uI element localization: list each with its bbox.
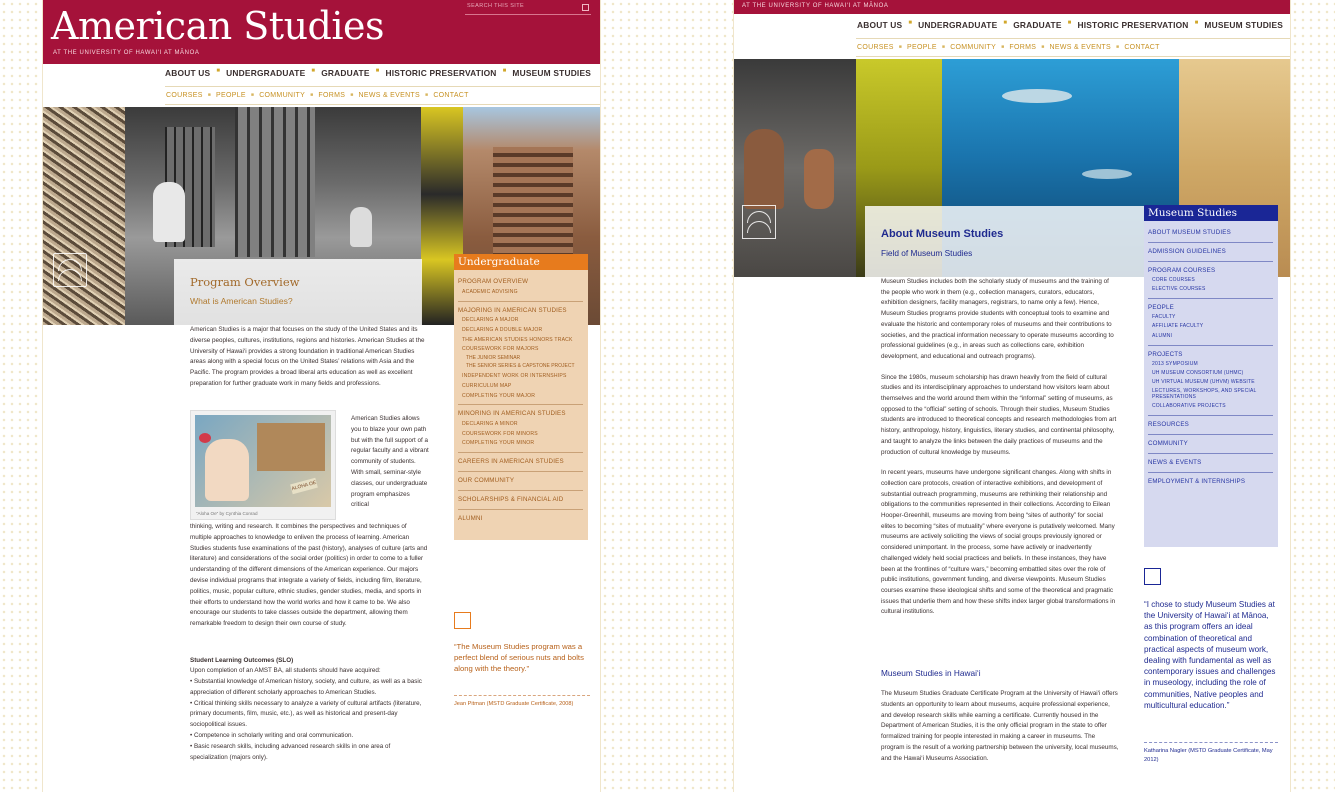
sidebar-item-employment-internships[interactable]: EMPLOYMENT & INTERNSHIPS [1148,478,1246,486]
article-paragraph: Museum Studies includes both the scholarly study of museums and the training of the people who work in them (e.g., collection managers, curators, educators, exhibition designers, facility managers, registrars, to name only a few). Hence, Museum Studies programs provide students with conceptual tools to examine and evaluate the historic and contemporary roles of museums and their contributions to societies, and the practical information necessary to operate museums according to professional guidelines (e.g., in areas such as collections care, exhibition development, and educational and outreach programs). [881,278,1114,360]
pattern-background [1291,0,1335,792]
nav-graduate[interactable]: GRADUATE [1013,20,1062,30]
pottery-shape [804,149,834,209]
nav-separator: ■ [207,92,212,98]
pottery-shape [744,129,784,209]
pattern-background [601,0,733,792]
shark-shape [1082,169,1132,179]
nav-separator: ■ [502,68,507,74]
scallop-logo-icon [742,205,776,239]
scallop-icon [1144,568,1161,585]
sidebar-subitem-completing-your-major[interactable]: COMPLETING YOUR MAJOR [462,392,536,399]
sidebar-item-news-events[interactable]: NEWS & EVENTS [1148,459,1202,467]
sidebar-subitem-curriculum-map[interactable]: CURRICULUM MAP [462,382,512,389]
nav-separator: ■ [1003,20,1008,26]
pattern-background [0,0,42,792]
sidebar-subitem-the-senior-series-capstone-project[interactable]: THE SENIOR SERIES & CAPSTONE PROJECT [466,363,575,370]
sidebar-item-alumni[interactable]: ALUMNI [458,515,483,523]
sidebar-subitem-academic-advising[interactable]: ACADEMIC ADVISING [462,288,518,295]
sidebar-item-program-courses[interactable]: PROGRAM COURSES [1148,267,1216,274]
sidebar-subitem-completing-your-minor[interactable]: COMPLETING YOUR MINOR [462,440,535,447]
nav-separator: ■ [350,92,354,98]
section-heading-box [174,259,422,325]
nav-separator: ■ [1041,44,1045,50]
subnav-contact[interactable]: CONTACT [433,92,469,99]
site-subtitle: AT THE UNIVERSITY OF HAWAI‘I AT MĀNOA [53,50,200,56]
article-paragraph: Since the 1980s, museum scholarship has drawn heavily from the field of cultural studies and its interdisciplinary approaches to understand how visitors learn about themselves and the world around them within the “informal” setting of museums, as opposed to the “official” setting of schools. Through their studies, Museum Studies students are introduced to theoretical concepts and research methodologies from art history, anthropology, history, linguistics, literary studies, and continental philosophy, and taught to analyze the links between the daily practices of museums and the production of cultural knowledge by museums. [881,373,1117,456]
sidebar-menu [454,270,588,540]
intro-paragraph: American Studies is a major that focuses on the study of the United States and its diverse peoples, cultures, institutions, regions and histories. American Studies at the University of Hawai‘i provides a strong foundation in traditional American Studies areas along with a special focus on the United States’ relations with Asia and the Pacific. The program provides a broad liberal arts education as well as excellent preparation for further graduate work in many fields and professions. [190,326,425,387]
sidebar-divider [458,404,583,405]
subnav-people[interactable]: PEOPLE [907,44,937,51]
sidebar-item-resources[interactable]: RESOURCES [1148,421,1189,429]
nav-separator: ■ [898,44,903,50]
site-title[interactable]: American Studies [51,4,385,48]
page-title: About Museum Studies [881,228,1004,240]
site-header-banner [734,0,1291,14]
sidebar-subitem-uh-virtual-museum-uhvm-website[interactable]: UH VIRTUAL MUSEUM (UHVM) WEBSITE [1152,379,1255,386]
sidebar-divider [458,490,583,491]
article-paragraph: In recent years, museums have undergone significant changes. Along with shifts in collection care protocols, creation of interactive exhibitions, and development of substantial outreach programming, museums are rethinking their relationship and obligations to the communities represented in their collections. According to Eilean Hooper-Greenhill, museums are moving from being “sites of authority” for social elites to becoming “sites of mutuality” where everyone is putatively welcomed. Many museums are actively soliciting the views of social groups previously ignored or considered unimportant. In the process, some have actively or inadvertently challenged widely held social practices and beliefs. In these instances, they have been at the frontlines of “culture wars,” becoming embattled sites over the role of public institutions, government funding, and diverse viewpoints. Museum Studies courses examine these ideological shifts and some of the theoretical and pragmatic issues that underlie them and how these shifts index larger global transformations in cultural institutions. [881,469,1116,616]
testimonial-quote: “The Museum Studies program was a perfect blend of serious nuts and bolts along with the theory.” [454,642,584,673]
slo-list [190,677,428,763]
sidebar-item-projects[interactable]: PROJECTS [1148,350,1183,358]
nav-separator: ■ [250,92,255,98]
sidebar-divider [1148,261,1273,262]
site-subtitle: AT THE UNIVERSITY OF HAWAI‘I AT MĀNOA [742,3,889,9]
site-header-banner [43,0,601,64]
sidebar-subitem-lectures-workshops-and-special-presentations[interactable]: LECTURES, WORKSHOPS, AND SPECIAL PRESENTATIONS [1152,388,1257,400]
shark-shape [1002,89,1072,103]
sidebar-subitem-coursework-for-minors[interactable]: COURSEWORK FOR MINORS [462,430,538,437]
testimonial-attribution: Katharina Nagler (MSTD Graduate Certificate, May 2012) [1144,742,1278,765]
slo-title: Student Learning Outcomes (SLO) [190,657,294,664]
sidebar-item-about-museum-studies[interactable]: ABOUT MUSEUM STUDIES [1148,229,1231,236]
sidebar-divider [1148,345,1273,346]
sidebar-divider [458,301,583,302]
sidebar-divider [458,452,583,453]
wall-shape [235,107,315,257]
sidebar-divider [1148,472,1273,473]
page-title: Program Overview [190,275,300,289]
nav-museum-studies[interactable]: MUSEUM STUDIES [1204,20,1284,30]
sidebar-item-people[interactable]: PEOPLE [1148,304,1174,312]
nav-divider [856,38,1291,39]
sidebar-divider [1148,242,1273,243]
subnav-contact[interactable]: CONTACT [1124,44,1160,51]
sidebar-item-admission-guidelines[interactable]: ADMISSION GUIDELINES [1148,248,1226,255]
aloha-oe-painting[interactable] [195,415,331,507]
slo-item: • Critical thinking skills necessary to analyze a variety of cultural artifacts (literature, primary documents, film, music, etc.), as well as historical and present-day sociopolitical issues. [190,699,422,729]
main-nav [851,20,1289,30]
driftwood-photo [43,107,125,325]
sidebar-divider [1148,434,1273,435]
slo-item: • Substantial knowledge of American history, society, and culture, as well as a basic appreciation of different scholarly approaches to American Studies. [190,678,422,696]
nav-historic-preservation[interactable]: HISTORIC PRESERVATION [385,68,497,78]
sidebar-subitem-faculty[interactable]: FACULTY [1152,314,1176,321]
artifact-photo [734,59,856,277]
sub-nav [162,92,473,99]
sidebar-item-scholarships-financial-aid[interactable]: SCHOLARSHIPS & FINANCIAL AID [458,496,564,504]
sidebar-subitem-elective-courses[interactable]: ELECTIVE COURSES [1152,285,1206,292]
sidebar-divider [1148,298,1273,299]
sub-nav [853,44,1164,51]
nav-separator: ■ [310,92,314,98]
subnav-community[interactable]: COMMUNITY [950,44,997,51]
page-subtitle: Field of Museum Studies [881,248,973,258]
aloha-tag: ALOHA OE [290,478,318,494]
nav-divider [165,86,601,87]
subnav-forms[interactable]: FORMS [318,92,346,99]
american-studies-page [42,0,601,792]
child-figure [350,207,372,247]
sidebar-subitem-core-courses[interactable]: CORE COURSES [1152,276,1195,283]
sidebar-item-majoring-in-american-studies[interactable]: MAJORING IN AMERICAN STUDIES [458,306,567,314]
sidebar-subitem-declaring-a-minor[interactable]: DECLARING A MINOR [462,421,518,428]
sidebar-subitem-declaring-a-double-major[interactable]: DECLARING A DOUBLE MAJOR [462,326,543,333]
section-heading-box [865,206,1145,277]
nav-divider [165,104,601,105]
nav-separator: ■ [424,92,429,98]
sidebar-item-community[interactable]: COMMUNITY [1148,440,1188,448]
nav-undergraduate[interactable]: UNDERGRADUATE [226,68,306,78]
nav-separator: ■ [908,20,913,26]
sidebar-subitem-uh-museum-consortium-uhmc[interactable]: UH MUSEUM CONSORTIUM (UHMC) [1152,369,1244,376]
sidebar-divider [1148,453,1273,454]
page-subtitle: What is American Studies? [190,296,293,306]
subnav-courses[interactable]: COURSES [857,44,894,51]
subnav-news-events[interactable]: NEWS & EVENTS [358,92,420,99]
radio-shape [257,423,325,471]
subnav-forms[interactable]: FORMS [1009,44,1037,51]
sidebar-subitem-coursework-for-majors[interactable]: COURSEWORK FOR MAJORS [462,346,539,353]
sidebar-item-our-community[interactable]: OUR COMMUNITY [458,477,515,485]
sidebar-heading: Museum Studies [1144,205,1278,221]
nav-historic-preservation[interactable]: HISTORIC PRESERVATION [1077,20,1189,30]
nav-undergraduate[interactable]: UNDERGRADUATE [918,20,998,30]
section2-heading: Museum Studies in Hawai‘i [881,668,981,678]
slo-intro: Upon completion of an AMST BA, all students should have acquired: [190,667,381,674]
image-caption: “Aloha Oe” by Cynthia Conrad [196,511,258,516]
float-paragraph: American Studies allows you to blaze your own path but with the full support of a regular faculty and a vibrant community of students. With small, seminar-style classes, our undergraduate program emphasizes critical [351,415,429,509]
testimonial-attribution: Jean Pitman (MSTD Graduate Certificate, 2008) [454,695,590,709]
sidebar-subitem-independent-work-or-internships[interactable]: INDEPENDENT WORK OR INTERNSHIPS [462,373,567,380]
nav-separator: ■ [375,68,380,74]
nav-about-us[interactable]: ABOUT US [165,68,211,78]
sidebar-divider [1148,415,1273,416]
subnav-community[interactable]: COMMUNITY [259,92,306,99]
main-nav [159,68,597,78]
sidebar-heading: Undergraduate [454,254,588,270]
subnav-courses[interactable]: COURSES [166,92,203,99]
slo-item: • Basic research skills, including advanced research skills in one area of specialization (majors only). [190,742,391,761]
search-placeholder: SEARCH THIS SITE [467,3,525,9]
sidebar-subitem-the-junior-seminar[interactable]: THE JUNIOR SEMINAR [466,354,521,361]
flower-shape [199,433,211,443]
sidebar-subitem-the-american-studies-honors-track[interactable]: THE AMERICAN STUDIES HONORS TRACK [462,336,573,343]
museum-studies-page [733,0,1291,792]
search-icon[interactable] [582,4,589,11]
sidebar-item-careers-in-american-studies[interactable]: CAREERS IN AMERICAN STUDIES [458,458,564,466]
nav-separator: ■ [311,68,316,74]
person-figure [153,182,185,242]
testimonial-quote: “I chose to study Museum Studies at the University of Hawai‘i at Mānoa, as this program offers an ideal combination of theoretical and practical aspects of museum work, dealing with fundamental as well as contemporary issues and challenges in museology, including the role of communities, Native peoples and multicultural education.” [1144,600,1276,710]
sidebar-subitem-affiliate-faculty[interactable]: AFFILIATE FACULTY [1152,323,1204,330]
nav-separator: ■ [1001,44,1005,50]
sidebar-divider [458,471,583,472]
article-body [881,277,1119,626]
nav-separator: ■ [1067,20,1072,26]
nav-separator: ■ [941,44,946,50]
subnav-people[interactable]: PEOPLE [216,92,246,99]
nav-about-us[interactable]: ABOUT US [857,20,903,30]
undergraduate-sidebar [454,254,588,540]
slo-item: • Competence in scholarly writing and oral communication. [190,731,354,739]
section2-paragraph: The Museum Studies Graduate Certificate Program at the University of Hawai‘i offers students an opportunity to learn about museums, acquire professional experience, and develop research skills while earning a certificate. Currently housed in the Department of American Studies, it is the only official program in the state to offer formalized training for people interested in making a career in museums. The program is the result of a working partnership between the university, local museums, and the Hawai‘i Museums Association. [881,690,1119,762]
sidebar-divider [458,509,583,510]
sidebar-subitem-alumni[interactable]: ALUMNI [1152,332,1173,339]
subnav-news-events[interactable]: NEWS & EVENTS [1049,44,1111,51]
sidebar-subitem-2013-symposium[interactable]: 2013 SYMPOSIUM [1152,360,1198,367]
main-paragraph: thinking, writing and research. It combines the perspectives and techniques of multiple approaches to knowledge to enliven the process of learning. American Studies students fuse examinations of the past (history), analyses of culture (arts and literature) and considerations of the social order (politics) in order to come to a fuller understanding of the different dimensions of the American experience. Our majors devise individual programs that integrate a variety of fields, including film, literature, politics, music, popular culture, ethnic studies, gender studies, media, and sports in their efforts to understand how the world works and how it came to be. We also encourage our students to take classes outside the department, allowing them remarkable freedom to design their own course of study. [190,523,428,628]
nav-museum-studies[interactable]: MUSEUM STUDIES [512,68,592,78]
artwork-figure [190,410,336,520]
museum-studies-sidebar [1144,205,1278,547]
search-input[interactable] [465,3,591,15]
sidebar-subitem-collaborative-projects[interactable]: COLLABORATIVE PROJECTS [1152,403,1226,410]
sidebar-item-program-overview[interactable]: PROGRAM OVERVIEW [458,278,529,285]
nav-separator: ■ [216,68,221,74]
nav-graduate[interactable]: GRADUATE [321,68,370,78]
figure-shape [205,439,249,501]
sidebar-menu [1144,221,1278,493]
scallop-icon [454,612,471,629]
sidebar-subitem-declaring-a-major[interactable]: DECLARING A MAJOR [462,317,519,324]
nav-separator: ■ [1115,44,1120,50]
nav-divider [856,56,1291,57]
nav-separator: ■ [1194,20,1199,26]
sidebar-item-minoring-in-american-studies[interactable]: MINORING IN AMERICAN STUDIES [458,410,566,418]
scallop-logo-icon [53,253,87,287]
